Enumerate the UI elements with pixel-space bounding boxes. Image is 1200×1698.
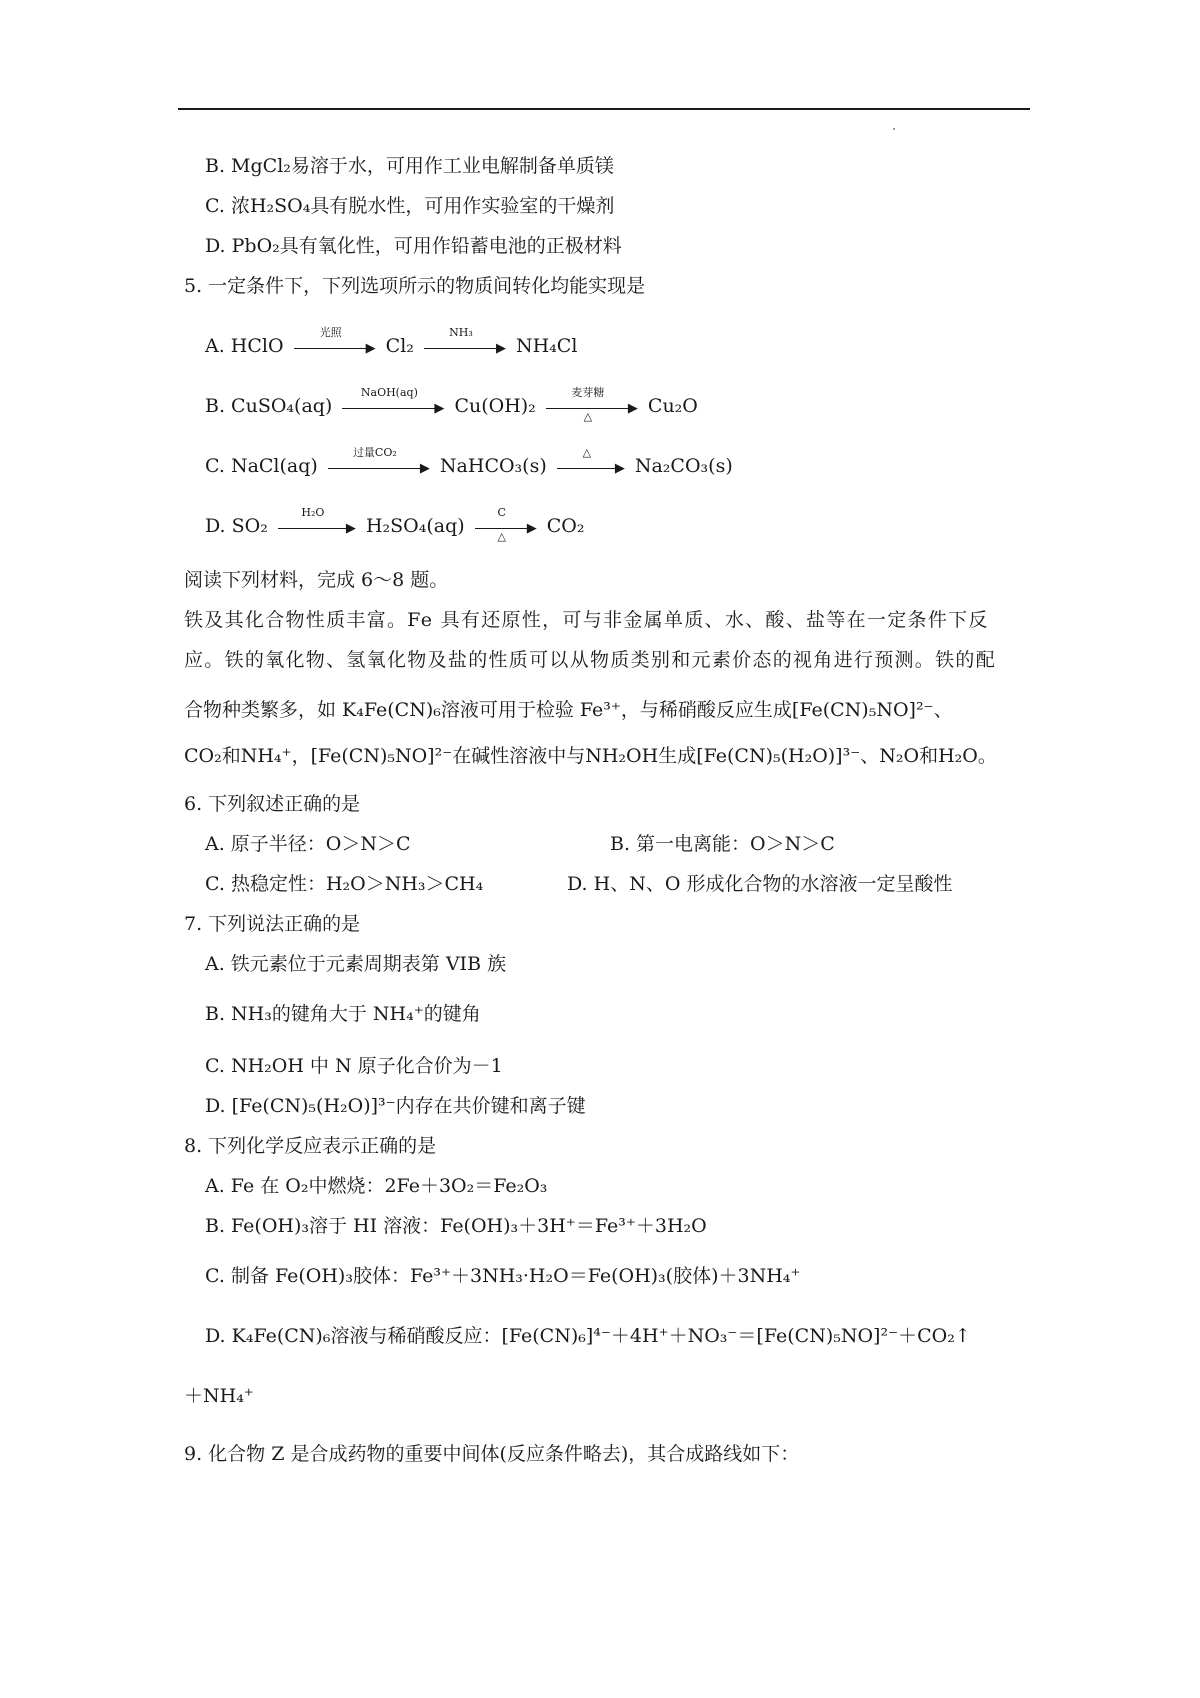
q7-option-a: A. 铁元素位于元素周期表第 VIB 族 — [205, 953, 507, 975]
arrow-condition-below: △ — [497, 530, 506, 543]
q7-option-c: C. NH₂OH 中 N 原子化合价为－1 — [205, 1055, 503, 1077]
q5-option-a — [205, 326, 578, 359]
q4-option-d: D. PbO₂具有氧化性，可用作铅蓄电池的正极材料 — [205, 235, 622, 257]
q6-option-b: B. 第一电离能：O＞N＞C — [610, 833, 835, 855]
q6-option-d: D. H、N、O 形成化合物的水溶液一定呈酸性 — [567, 873, 953, 895]
arrow-condition: 麦芽糖 — [571, 386, 605, 399]
q5-option-c — [205, 446, 733, 479]
q7-option-d: D. [Fe(CN)₅(H₂O)]³⁻内存在共价键和离子键 — [205, 1095, 586, 1117]
arrow-condition: C — [497, 506, 506, 519]
q5-option-d — [205, 506, 585, 543]
q6-stem: 6. 下列叙述正确的是 — [184, 793, 361, 815]
q5-stem: 5. 一定条件下，下列选项所示的物质间转化均能实现是 — [184, 275, 646, 297]
q5d-end: CO₂ — [546, 515, 585, 537]
q7-option-b: B. NH₃的键角大于 NH₄⁺的键角 — [205, 1003, 481, 1025]
q5d-mid: H₂SO₄(aq) — [365, 515, 465, 537]
material-line-2: 应。铁的氧化物、氢氧化物及盐的性质可以从物质类别和元素价态的视角进行预测。铁的配 — [184, 649, 997, 671]
reaction-arrow: NaOH(aq) ▶ — [342, 393, 444, 419]
material-line-4: CO₂和NH₄⁺，[Fe(CN)₅NO]²⁻在碱性溶液中与NH₂OH生成[Fe(CN)₅(H₂O)]³⁻、N₂O和H₂O。 — [184, 745, 997, 767]
q4-option-b: B. MgCl₂易溶于水，可用作工业电解制备单质镁 — [205, 155, 614, 177]
reaction-arrow: 麦芽糖 ▶ △ — [546, 393, 638, 419]
reaction-arrow: △ ▶ — [557, 453, 625, 479]
q7-stem: 7. 下列说法正确的是 — [184, 913, 361, 935]
q5a-start: A. HClO — [205, 335, 284, 357]
q5b-start: B. CuSO₄(aq) — [205, 395, 333, 417]
q9-stem: 9. 化合物 Z 是合成药物的重要中间体(反应条件略去)，其合成路线如下： — [184, 1443, 800, 1465]
q5a-mid: Cl₂ — [385, 335, 414, 357]
material-line-3: 合物种类繁多，如 K₄Fe(CN)₆溶液可用于检验 Fe³⁺，与稀硝酸反应生成[Fe(CN)₅NO]²⁻、 — [184, 699, 953, 721]
q8-option-a: A. Fe 在 O₂中燃烧：2Fe＋3O₂＝Fe₂O₃ — [205, 1175, 548, 1197]
arrow-condition: NaOH(aq) — [360, 386, 418, 399]
arrow-condition: H₂O — [301, 506, 325, 519]
q6-option-c: C. 热稳定性：H₂O＞NH₃＞CH₄ — [205, 873, 484, 895]
arrow-condition: 过量CO₂ — [352, 446, 397, 459]
q5c-mid: NaHCO₃(s) — [439, 455, 547, 477]
speck-mark — [893, 128, 895, 130]
q5d-start: D. SO₂ — [205, 515, 268, 537]
q8-stem: 8. 下列化学反应表示正确的是 — [184, 1135, 437, 1157]
reaction-arrow: H₂O ▶ — [278, 513, 356, 539]
q8-option-c: C. 制备 Fe(OH)₃胶体：Fe³⁺＋3NH₃·H₂O＝Fe(OH)₃(胶体)＋3NH₄⁺ — [205, 1265, 801, 1287]
arrow-condition: △ — [582, 446, 592, 459]
arrow-condition: NH₃ — [449, 326, 473, 339]
q5c-start: C. NaCl(aq) — [205, 455, 318, 477]
q5c-end: Na₂CO₃(s) — [634, 455, 733, 477]
arrow-condition-below: △ — [583, 410, 593, 423]
material-intro: 阅读下列材料，完成 6～8 题。 — [184, 569, 449, 591]
q4-option-c: C. 浓H₂SO₄具有脱水性，可用作实验室的干燥剂 — [205, 195, 615, 217]
header-rule — [178, 108, 1030, 110]
arrow-condition: 光照 — [319, 326, 342, 339]
q5b-mid: Cu(OH)₂ — [454, 395, 536, 417]
reaction-arrow: 光照 ▶ — [294, 333, 376, 359]
q8-option-b: B. Fe(OH)₃溶于 HI 溶液：Fe(OH)₃＋3H⁺＝Fe³⁺＋3H₂O — [205, 1215, 707, 1237]
q5b-end: Cu₂O — [647, 395, 698, 417]
q6-option-a: A. 原子半径：O＞N＞C — [205, 833, 411, 855]
reaction-arrow: 过量CO₂ ▶ — [328, 453, 430, 479]
reaction-arrow: NH₃ ▶ — [424, 333, 506, 359]
reaction-arrow: C ▶ △ — [475, 513, 537, 539]
q8-option-d: D. K₄Fe(CN)₆溶液与稀硝酸反应：[Fe(CN)₆]⁴⁻＋4H⁺＋NO₃⁻＝[Fe(CN)₅NO]²⁻＋CO₂↑ — [205, 1325, 971, 1347]
q5a-end: NH₄Cl — [515, 335, 578, 357]
q5-option-b — [205, 386, 698, 423]
q8-option-d-continued: ＋NH₄⁺ — [184, 1385, 254, 1407]
material-line-1: 铁及其化合物性质丰富。Fe 具有还原性，可与非金属单质、水、酸、盐等在一定条件下反 — [184, 609, 989, 631]
